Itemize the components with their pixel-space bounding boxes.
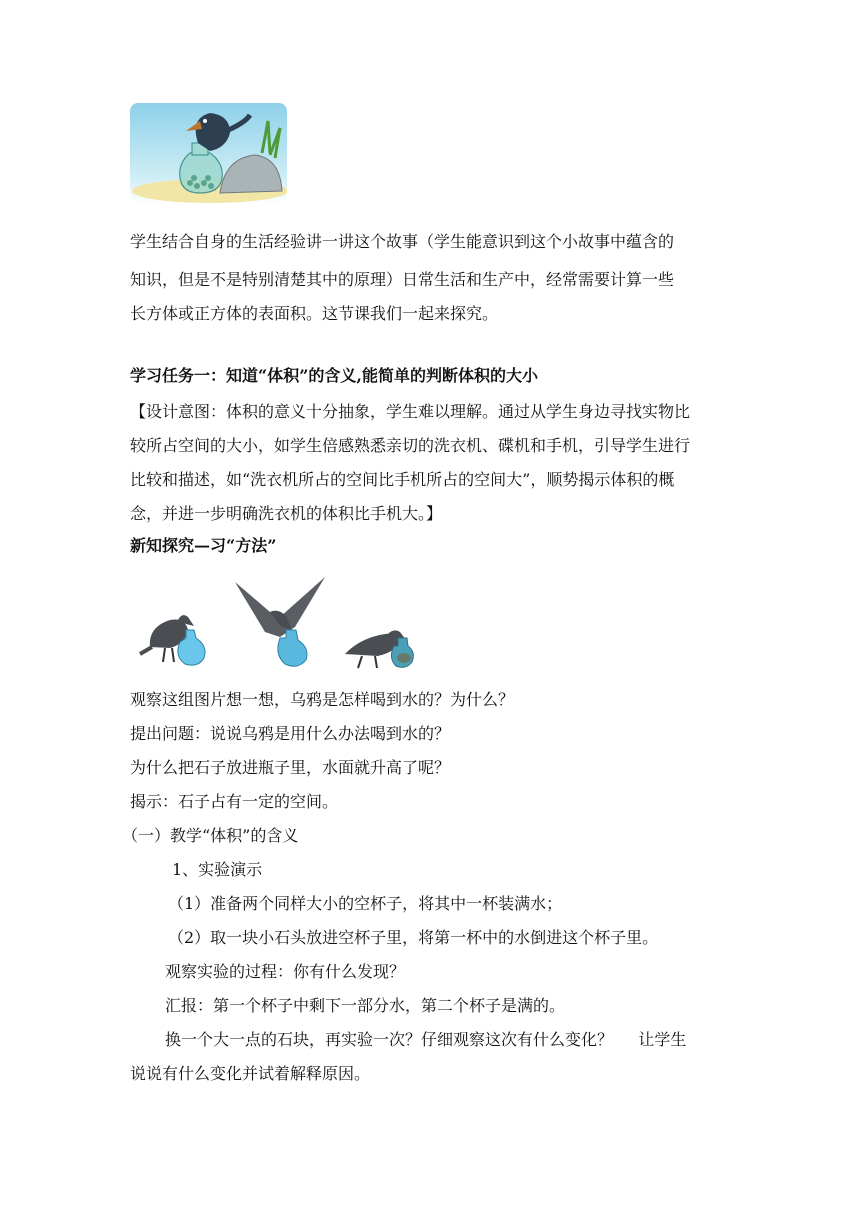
crow-sequence-illustration	[130, 572, 420, 676]
explore-heading: 新知探究—习“方法”	[130, 536, 277, 555]
section1-sub: 1、实验演示	[172, 860, 263, 879]
observe-experiment: 观察实验的过程：你有什么发现？	[165, 962, 406, 981]
change-line-1: 换一个大一点的石块，再实验一次？仔细观察这次有什么变化？ 让学生	[165, 1030, 687, 1049]
question-why: 为什么把石子放进瓶子里，水面就升高了呢？	[130, 758, 451, 777]
task1-heading: 学习任务一：知道“体积”的含义,能简单的判断体积的大小	[130, 366, 538, 385]
reveal-text: 揭示：石子占有一定的空间。	[130, 792, 339, 811]
intro-line-2: 知识，但是不是特别清楚其中的原理）日常生活和生产中，经常需要计算一些	[130, 270, 675, 289]
step-1: （1）准备两个同样大小的空杯子，将其中一杯装满水；	[168, 894, 563, 913]
report-text: 汇报：第一个杯子中剩下一部分水，第二个杯子是满的。	[165, 996, 566, 1015]
design-intent-line-1: 【设计意图：体积的意义十分抽象，学生难以理解。通过从学生身边寻找实物比	[130, 402, 691, 421]
change-line-2: 说说有什么变化并试着解释原因。	[130, 1064, 371, 1083]
intro-line-3: 长方体或正方体的表面积。这节课我们一起来探究。	[130, 304, 499, 323]
question-ask: 提出问题：说说乌鸦是用什么办法喝到水的？	[130, 724, 451, 743]
question-observe: 观察这组图片想一想，乌鸦是怎样喝到水的？为什么？	[130, 690, 515, 709]
section1-heading: （一）教学“体积”的含义	[122, 826, 299, 845]
design-intent-line-2: 较所占空间的大小，如学生倍感熟悉亲切的洗衣机、碟机和手机，引导学生进行	[130, 436, 691, 455]
step-2: （2）取一块小石头放进空杯子里，将第一杯中的水倒进这个杯子里。	[168, 928, 659, 947]
design-intent-line-3: 比较和描述，如“洗衣机所占的空间比手机所占的空间大”，顺势揭示体积的概	[130, 470, 675, 489]
design-intent-line-4: 念，并进一步明确洗衣机的体积比手机大。】	[130, 504, 443, 523]
crow-bottle-illustration	[130, 103, 287, 215]
intro-line-1: 学生结合自身的生活经验讲一讲这个故事（学生能意识到这个小故事中蕴含的	[130, 232, 675, 251]
